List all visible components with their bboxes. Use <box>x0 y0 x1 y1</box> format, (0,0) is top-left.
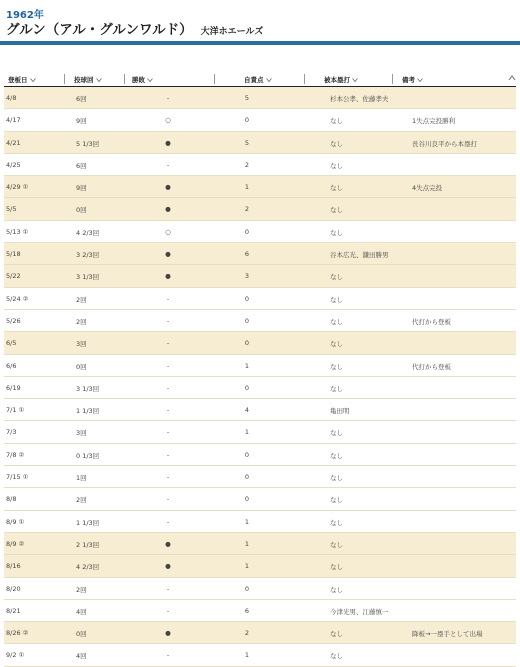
table-row <box>4 555 516 577</box>
season-year: 1962年 <box>6 10 44 21</box>
result-cell: - <box>166 450 170 459</box>
result-cell: - <box>166 339 170 348</box>
innings-cell: 0回 <box>76 362 87 371</box>
innings-cell: 3 1/3回 <box>76 273 100 282</box>
sort-icon[interactable] <box>417 77 423 83</box>
homerun-cell: なし <box>330 585 343 594</box>
header-rule <box>0 41 520 45</box>
table-row <box>4 622 516 644</box>
col-result-header[interactable] <box>132 75 153 84</box>
result-cell: ● <box>165 183 171 192</box>
column-label: 被本塁打 <box>324 76 350 84</box>
earned-runs-cell: 4 <box>244 406 250 415</box>
homerun-cell: なし <box>330 429 343 438</box>
col-notes-header[interactable] <box>402 75 423 84</box>
table-row <box>4 421 516 443</box>
sort-icon[interactable] <box>147 77 153 83</box>
earned-runs-cell: 0 <box>244 316 250 325</box>
page-header <box>0 0 520 46</box>
result-cell: - <box>166 294 170 303</box>
date-cell: 4/29 ① <box>6 183 29 192</box>
innings-cell: 3回 <box>76 340 87 349</box>
innings-cell: 1 1/3回 <box>76 518 100 527</box>
player-name: グルン（アル・グルンワルド） <box>6 22 193 38</box>
table-row <box>4 265 516 287</box>
earned-runs-cell: 0 <box>244 495 250 504</box>
result-cell: - <box>166 517 170 526</box>
date-cell: 5/22 <box>6 272 21 281</box>
pitching-log-table <box>4 72 516 667</box>
earned-runs-cell: 1 <box>244 651 250 660</box>
column-divider <box>214 74 215 84</box>
scroll-up-icon[interactable] <box>508 74 516 82</box>
date-cell: 5/24 ② <box>6 294 29 303</box>
date-cell: 5/5 <box>6 205 17 214</box>
result-cell: ● <box>165 539 171 548</box>
table-row <box>4 109 516 131</box>
homerun-cell: なし <box>330 362 343 371</box>
table-row <box>4 221 516 243</box>
table-row <box>4 511 516 533</box>
homerun-cell: なし <box>330 540 343 549</box>
homerun-cell: なし <box>330 518 343 527</box>
note-cell: 代打から登板 <box>412 317 451 326</box>
date-cell: 5/18 <box>6 250 21 259</box>
homerun-cell: なし <box>330 161 343 170</box>
result-cell: ● <box>165 629 171 638</box>
result-cell: - <box>166 361 170 370</box>
date-cell: 8/8 <box>6 495 17 504</box>
table-row <box>4 154 516 176</box>
earned-runs-cell: 3 <box>244 272 250 281</box>
table-row <box>4 578 516 600</box>
table-row <box>4 87 516 109</box>
result-cell: - <box>166 406 170 415</box>
date-cell: 7/1 ① <box>6 406 25 415</box>
sort-icon[interactable] <box>30 77 36 83</box>
innings-cell: 4 2/3回 <box>76 563 100 572</box>
homerun-cell: なし <box>330 474 343 483</box>
homerun-cell: なし <box>330 117 343 126</box>
column-divider <box>304 74 305 84</box>
result-cell: ○ <box>165 116 171 125</box>
col-homeruns-header[interactable] <box>324 75 358 84</box>
date-cell: 5/26 <box>6 316 21 325</box>
column-label: 備考 <box>402 76 415 84</box>
date-cell: 8/21 <box>6 606 21 615</box>
result-cell: - <box>166 383 170 392</box>
innings-cell: 6回 <box>76 161 87 170</box>
date-cell: 7/8 ② <box>6 450 25 459</box>
date-cell: 7/15 ① <box>6 473 29 482</box>
date-cell: 9/2 ① <box>6 651 25 660</box>
table-row <box>4 466 516 488</box>
earned-runs-cell: 1 <box>244 361 250 370</box>
homerun-cell: なし <box>330 630 343 639</box>
result-cell: - <box>166 495 170 504</box>
result-cell: ● <box>165 250 171 259</box>
earned-runs-cell: 0 <box>244 116 250 125</box>
column-divider <box>64 74 65 84</box>
column-label: 登板日 <box>8 76 28 84</box>
note-cell: 1失点完投勝利 <box>412 117 456 126</box>
innings-cell: 3回 <box>76 429 87 438</box>
homerun-cell: なし <box>330 384 343 393</box>
date-cell: 8/16 <box>6 562 21 571</box>
innings-cell: 1 1/3回 <box>76 407 100 416</box>
table-row <box>4 132 516 154</box>
table-body <box>4 87 516 667</box>
date-cell: 4/8 <box>6 94 17 102</box>
column-divider <box>392 74 393 84</box>
innings-cell: 4回 <box>76 607 87 616</box>
homerun-cell: なし <box>330 139 343 148</box>
earned-runs-cell: 0 <box>244 473 250 482</box>
innings-cell: 2回 <box>76 295 87 304</box>
column-label: 投球回 <box>74 76 94 84</box>
earned-runs-cell: 0 <box>244 450 250 459</box>
innings-cell: 4 2/3回 <box>76 228 100 237</box>
homerun-cell: なし <box>330 451 343 460</box>
innings-cell: 9回 <box>76 184 87 193</box>
innings-cell: 6回 <box>76 95 87 103</box>
result-cell: ○ <box>165 227 171 236</box>
note-cell: 4失点完投 <box>412 184 443 193</box>
result-cell: - <box>166 651 170 660</box>
result-cell: - <box>166 584 170 593</box>
earned-runs-cell: 6 <box>244 606 250 615</box>
result-cell: ● <box>165 272 171 281</box>
table-row <box>4 243 516 265</box>
result-cell: - <box>166 606 170 615</box>
homerun-cell: 今津光男、江藤慎一 <box>330 607 389 616</box>
sort-icon[interactable] <box>266 77 272 83</box>
table-row <box>4 332 516 354</box>
table-row <box>4 377 516 399</box>
earned-runs-cell: 1 <box>244 517 250 526</box>
note-cell: 長谷川良平から本塁打 <box>412 139 477 148</box>
innings-cell: 2回 <box>76 496 87 505</box>
table-header <box>4 72 516 87</box>
earned-runs-cell: 5 <box>244 94 250 102</box>
result-cell: - <box>166 160 170 169</box>
table-row <box>4 488 516 510</box>
homerun-cell: なし <box>330 340 343 349</box>
table-row <box>4 533 516 555</box>
result-cell: - <box>166 316 170 325</box>
table-row <box>4 355 516 377</box>
sort-icon[interactable] <box>96 77 102 83</box>
column-divider <box>124 74 125 84</box>
innings-cell: 2回 <box>76 585 87 594</box>
date-cell: 8/26 ② <box>6 629 29 638</box>
table-row <box>4 399 516 421</box>
homerun-cell: 杉本公孝、佐藤孝夫 <box>330 95 389 103</box>
homerun-cell: なし <box>330 295 343 304</box>
result-cell: - <box>166 473 170 482</box>
date-cell: 5/13 ① <box>6 227 29 236</box>
innings-cell: 0 1/3回 <box>76 451 100 460</box>
date-cell: 6/19 <box>6 383 21 392</box>
innings-cell: 5 1/3回 <box>76 139 100 148</box>
homerun-cell: なし <box>330 206 343 215</box>
date-cell: 8/9 ② <box>6 539 25 548</box>
homerun-cell: 亀田明 <box>330 407 350 416</box>
innings-cell: 4回 <box>76 652 87 661</box>
table-row <box>4 310 516 332</box>
result-cell: ● <box>165 205 171 214</box>
innings-cell: 2 1/3回 <box>76 540 100 549</box>
earned-runs-cell: 2 <box>244 205 250 214</box>
earned-runs-cell: 6 <box>244 250 250 259</box>
table-row <box>4 198 516 220</box>
date-cell: 6/6 <box>6 361 17 370</box>
earned-runs-cell: 2 <box>244 160 250 169</box>
sort-icon[interactable] <box>352 77 358 83</box>
homerun-cell: なし <box>330 273 343 282</box>
table-row <box>4 644 516 666</box>
title-line <box>6 18 263 38</box>
col-innings-header[interactable] <box>74 75 102 84</box>
earned-runs-cell: 1 <box>244 562 250 571</box>
date-cell: 4/17 <box>6 116 21 125</box>
earned-runs-cell: 1 <box>244 539 250 548</box>
col-date-header[interactable] <box>8 75 36 84</box>
table-row <box>4 444 516 466</box>
col-earned-runs-header[interactable] <box>244 75 272 84</box>
table-row <box>4 288 516 310</box>
earned-runs-cell: 1 <box>244 183 250 192</box>
earned-runs-cell: 0 <box>244 294 250 303</box>
earned-runs-cell: 0 <box>244 227 250 236</box>
innings-cell: 3 2/3回 <box>76 251 100 260</box>
result-cell: ● <box>165 562 171 571</box>
homerun-cell: なし <box>330 496 343 505</box>
homerun-cell: なし <box>330 184 343 193</box>
result-cell: ● <box>165 138 171 147</box>
date-cell: 6/5 <box>6 339 17 348</box>
table-row <box>4 176 516 198</box>
innings-cell: 0回 <box>76 206 87 215</box>
table-row <box>4 600 516 622</box>
column-label: 勝敗 <box>132 76 145 84</box>
homerun-cell: なし <box>330 228 343 237</box>
homerun-cell: 谷本広光、鎌田勝男 <box>330 251 389 260</box>
note-cell: 降板→一塁手として出場 <box>412 630 483 639</box>
homerun-cell: なし <box>330 563 343 572</box>
earned-runs-cell: 0 <box>244 339 250 348</box>
innings-cell: 2回 <box>76 317 87 326</box>
innings-cell: 1回 <box>76 474 87 483</box>
innings-cell: 0回 <box>76 630 87 639</box>
earned-runs-cell: 1 <box>244 428 250 437</box>
earned-runs-cell: 5 <box>244 138 250 147</box>
result-cell: - <box>166 428 170 437</box>
date-cell: 8/9 ① <box>6 517 25 526</box>
team-name: 大洋ホエールズ <box>200 27 264 37</box>
date-cell: 8/20 <box>6 584 21 593</box>
date-cell: 4/25 <box>6 160 21 169</box>
homerun-cell: なし <box>330 652 343 661</box>
earned-runs-cell: 0 <box>244 584 250 593</box>
innings-cell: 9回 <box>76 117 87 126</box>
innings-cell: 3 1/3回 <box>76 384 100 393</box>
date-cell: 7/3 <box>6 428 17 437</box>
result-cell: - <box>166 94 170 102</box>
column-label: 自責点 <box>244 76 264 84</box>
homerun-cell: なし <box>330 317 343 326</box>
note-cell: 代打から登板 <box>412 362 451 371</box>
date-cell: 4/21 <box>6 138 21 147</box>
earned-runs-cell: 0 <box>244 383 250 392</box>
earned-runs-cell: 2 <box>244 629 250 638</box>
